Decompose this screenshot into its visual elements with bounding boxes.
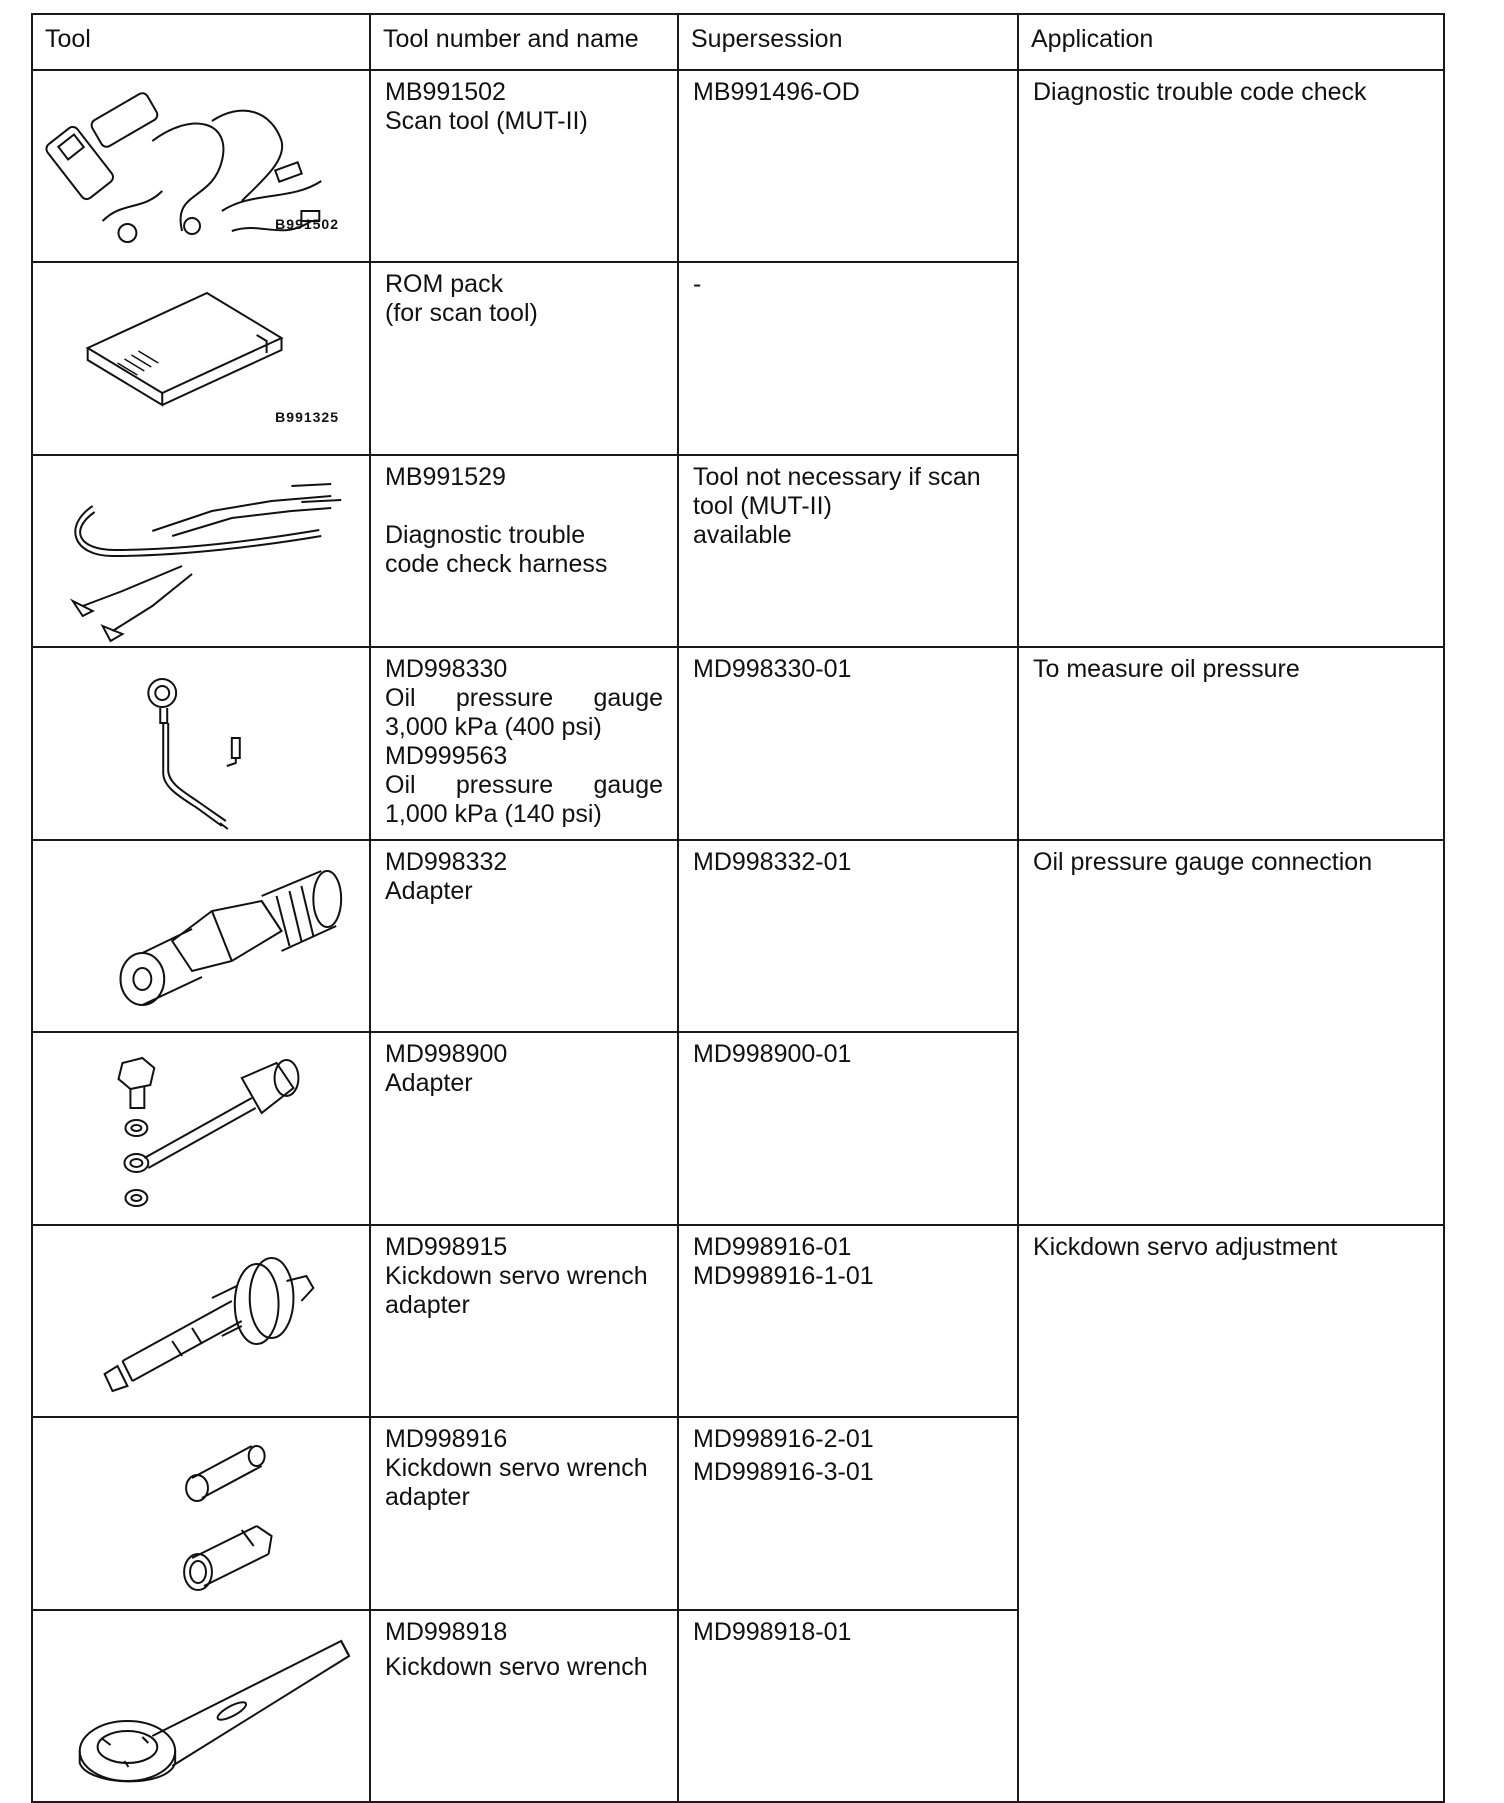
tool-image-cell (32, 1417, 370, 1609)
table-row (32, 70, 1444, 262)
tool-number-name-cell (370, 1225, 678, 1417)
header-tool-number-name: Tool number and name (370, 14, 678, 70)
tool-name: Oil pressure gauge (385, 684, 663, 713)
oil-pressure-gauge-icon (33, 648, 369, 836)
supersession-cell (678, 455, 1018, 647)
tool-name: adapter (385, 1483, 470, 1512)
application-cell (1018, 70, 1444, 647)
socket-adapter-icon (33, 1418, 369, 1606)
supersession-value: - (693, 270, 702, 299)
tool-name: Adapter (385, 876, 473, 905)
table-row (32, 647, 1444, 839)
tool-image-cell (32, 647, 370, 839)
tool-number: MD998918 (385, 1617, 508, 1646)
tool-number-name-cell (370, 1417, 678, 1609)
tool-number: MD998915 (385, 1232, 508, 1261)
tool-number: MD998916 (385, 1425, 508, 1454)
tool-number: MD998900 (385, 1040, 508, 1069)
image-code: B991325 (275, 408, 339, 425)
tool-number: MD998332 (385, 847, 508, 876)
tool-name: Scan tool (MUT-II) (385, 107, 588, 135)
tool-name: 1,000 kPa (140 psi) (385, 800, 602, 829)
tool-image-cell (32, 455, 370, 647)
header-row (32, 14, 1444, 70)
tool-image-cell (32, 1032, 370, 1224)
supersession-value: MD998330-01 (693, 655, 852, 684)
tool-number: ROM pack (385, 270, 504, 299)
tool-image-cell (32, 1225, 370, 1417)
tool-name: code check harness (385, 549, 608, 578)
supersession-value: Tool not necessary if scan (693, 462, 981, 491)
tool-image-cell (32, 1610, 370, 1803)
tool-number-name-cell (370, 647, 678, 839)
table-row (32, 1225, 1444, 1417)
supersession-cell (678, 1225, 1018, 1417)
tool-name: Kickdown servo wrench (385, 1261, 648, 1290)
supersession-value: available (693, 520, 792, 549)
tool-number-name-cell (370, 1032, 678, 1224)
tool-name: Adapter (385, 1069, 473, 1098)
supersession-value: MD998916-1-01 (693, 1261, 874, 1290)
special-tools-table (31, 13, 1445, 1803)
header-application: Application (1018, 14, 1444, 70)
tool-number-name-cell (370, 1610, 678, 1803)
servo-wrench-icon (33, 1611, 369, 1799)
tool-number-name-cell (370, 70, 678, 262)
adapter-bolt-icon (33, 1033, 369, 1221)
tool-number: MB991529 (385, 462, 506, 491)
tool-name: 3,000 kPa (400 psi) (385, 713, 602, 742)
header-supersession: Supersession (678, 14, 1018, 70)
application-cell (1018, 647, 1444, 839)
tool-name: Diagnostic trouble (385, 520, 586, 549)
tool-number-name-cell (370, 840, 678, 1032)
tool-number: MD999563 (385, 742, 508, 771)
application-cell (1018, 1225, 1444, 1802)
tool-number-name-cell (370, 262, 678, 454)
application-text: To measure oil pressure (1033, 655, 1300, 684)
table-row (32, 840, 1444, 1032)
application-text: Diagnostic trouble code check (1033, 78, 1367, 106)
tool-name: Kickdown servo wrench (385, 1454, 648, 1483)
servo-wrench-adapter-icon (33, 1226, 369, 1414)
tool-number: MB991502 (385, 78, 506, 106)
supersession-cell (678, 840, 1018, 1032)
application-cell (1018, 840, 1444, 1225)
supersession-value: MB991496-OD (693, 78, 860, 106)
tool-image-cell (32, 70, 370, 262)
supersession-value: MD998900-01 (693, 1040, 852, 1069)
image-code: B991502 (275, 216, 339, 233)
tool-number-name-cell (370, 455, 678, 647)
supersession-cell (678, 1032, 1018, 1224)
tool-number: MD998330 (385, 655, 508, 684)
supersession-value: MD998916-01 (693, 1232, 852, 1261)
supersession-value: MD998332-01 (693, 847, 852, 876)
supersession-cell (678, 1610, 1018, 1803)
application-text: Oil pressure gauge connection (1033, 847, 1373, 876)
supersession-value: MD998916-2-01 (693, 1425, 874, 1454)
supersession-cell (678, 647, 1018, 839)
tool-name: (for scan tool) (385, 299, 538, 328)
supersession-value: MD998918-01 (693, 1617, 852, 1646)
supersession-value: tool (MUT-II) (693, 491, 832, 520)
tool-name: Kickdown servo wrench (385, 1652, 648, 1681)
adapter-icon (33, 841, 369, 1029)
tool-image-cell (32, 262, 370, 454)
supersession-cell (678, 262, 1018, 454)
tool-image-cell (32, 840, 370, 1032)
supersession-cell (678, 1417, 1018, 1609)
header-tool: Tool (32, 14, 370, 70)
check-harness-icon (33, 456, 369, 644)
application-text: Kickdown servo adjustment (1033, 1232, 1338, 1261)
supersession-value: MD998916-3-01 (693, 1458, 874, 1487)
supersession-cell (678, 70, 1018, 262)
tool-name: Oil pressure gauge (385, 771, 663, 800)
tool-name: adapter (385, 1290, 470, 1319)
